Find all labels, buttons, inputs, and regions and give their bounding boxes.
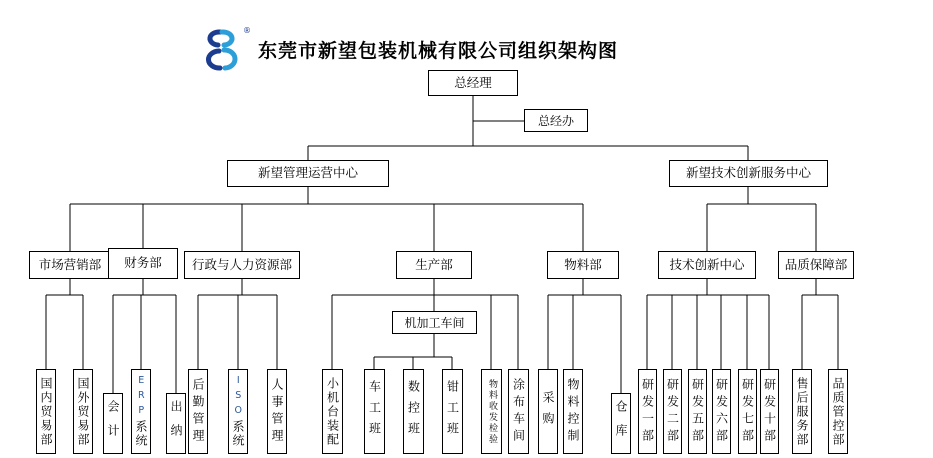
node-after-sales: 售后服务部 — [792, 369, 812, 454]
node-innovation-center: 技术创新中心 — [658, 251, 756, 279]
node-marketing-dept: 市场营销部 — [29, 251, 111, 279]
node-fitter-team: 钳工班 — [442, 369, 463, 454]
iso-label-en: ISO — [232, 375, 244, 420]
node-rd-dept-2: 研发二部 — [663, 369, 682, 454]
node-rd-dept-6: 研发六部 — [712, 369, 731, 454]
node-foreign-trade: 国外贸易部 — [73, 369, 93, 454]
page-title: 东莞市新望包装机械有限公司组织架构图 — [258, 40, 619, 62]
node-quality-assurance-dept: 品质保障部 — [778, 251, 854, 279]
node-material-inspection: 物料收发检验 — [481, 369, 502, 454]
node-rd-dept-10: 研发十部 — [760, 369, 779, 454]
node-machining-workshop: 机加工车间 — [392, 311, 477, 334]
node-cnc-team: 数控班 — [403, 369, 424, 454]
iso-label-cn: 系统 — [231, 420, 245, 448]
node-material-control: 物料控制 — [563, 369, 583, 454]
node-iso-system — [228, 369, 248, 454]
node-gm-office: 总经办 — [524, 109, 588, 132]
node-production-dept: 生产部 — [396, 251, 472, 279]
node-lathe-team: 车工班 — [364, 369, 385, 454]
node-purchasing: 采购 — [538, 369, 558, 454]
company-logo-icon — [193, 27, 249, 73]
node-rd-dept-5: 研发五部 — [688, 369, 707, 454]
node-domestic-trade: 国内贸易部 — [36, 369, 56, 454]
node-cashier: 出纳 — [166, 393, 186, 454]
node-mgmt-center: 新望管理运营中心 — [227, 160, 389, 187]
erp-label-en: ERP — [135, 375, 147, 420]
node-finance-dept: 财务部 — [108, 248, 178, 279]
node-accounting: 会计 — [103, 393, 123, 454]
node-hr-admin-dept: 行政与人力资源部 — [184, 251, 300, 279]
node-small-machine-assembly: 小机台装配 — [322, 369, 343, 454]
registered-trademark: ® — [243, 26, 251, 35]
node-tech-center: 新望技术创新服务中心 — [669, 160, 828, 187]
node-general-manager: 总经理 — [428, 70, 518, 96]
node-personnel-mgmt: 人事管理 — [267, 369, 287, 454]
node-rd-dept-7: 研发七部 — [738, 369, 757, 454]
node-warehouse: 仓库 — [611, 393, 631, 454]
node-quality-control: 品质管控部 — [828, 369, 848, 454]
erp-label-cn: 系统 — [134, 420, 148, 448]
node-rd-dept-1: 研发一部 — [638, 369, 657, 454]
node-coating-workshop: 涂布车间 — [508, 369, 529, 454]
node-erp-system — [131, 369, 151, 454]
node-materials-dept: 物料部 — [547, 251, 619, 279]
node-logistics-mgmt: 后勤管理 — [188, 369, 208, 454]
